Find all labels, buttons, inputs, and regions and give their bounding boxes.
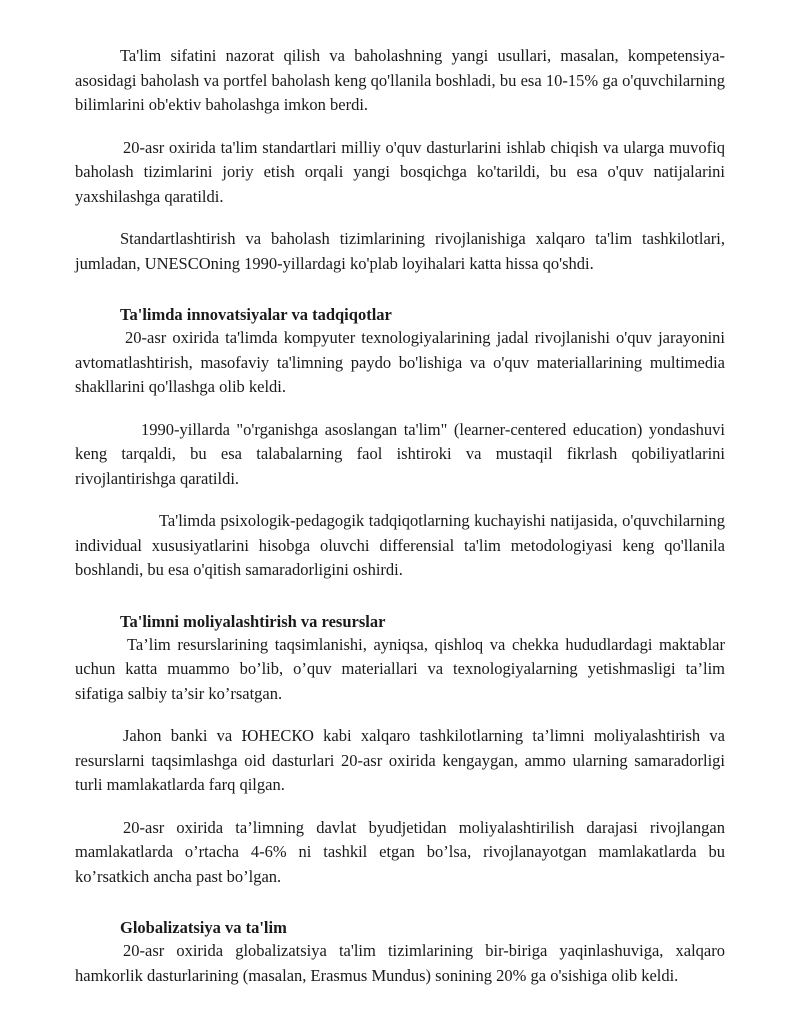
- document-body: [75, 44, 725, 1006]
- paragraph-world-bank-unesco: Jahon banki va ЮНЕСКО kabi xalqaro tashkilotlarning ta’limni moliyalashtirish va resurslarni taqsimlashga oid dasturlari 20-asr oxirida kengaygan, ammo ularning samaradorligi turli mamlakatlarda farq qilgan.: [75, 726, 725, 794]
- paragraph-differential-methodology: Ta'limda psixologik-pedagogik tadqiqotlarning kuchayishi natijasida, o'quvchilarning individual xususiyatlarini hisobga oluvchi differensial ta'lim metodologiyasi keng qo'llanila boshlandi, bu esa o'qitish samaradorligini oshirdi.: [75, 511, 725, 579]
- section-heading-financing: Ta'limni moliyalashtirish va resurslar: [120, 611, 386, 631]
- paragraph-computer-technologies: 20-asr oxirida ta'limda kompyuter texnologiyalarining jadal rivojlanishi o'quv jarayonini avtomatlashtirish, masofaviy ta'limning paydo bo'lishiga va o'quv materiallarining multimedia shakllarini qo'llashga olib keldi.: [75, 328, 725, 396]
- section-heading-globalization: Globalizatsiya va ta'lim: [120, 918, 287, 937]
- paragraph-learner-centered: 1990-yillarda "o'rganishga asoslangan ta'lim" (learner-centered education) yondashuvi keng tarqaldi, bu esa talabalarning faol ishtiroki va mustaqil fikrlash qobiliyatlarini rivojlantirishga qaratildi.: [75, 419, 725, 488]
- paragraph-globalization: 20-asr oxirida globalizatsiya ta'lim tizimlarining bir-biriga yaqinlashuviga, xalqaro hamkorlik dasturlarining (masalan, Erasmus Mundus) sonining 20% ga o'sishiga olib keldi.: [75, 941, 725, 985]
- paragraph-assessment-methods: Ta'lim sifatini nazorat qilish va baholashning yangi usullari, masalan, kompetensiya-asosidagi baholash va portfel baholash keng qo'llanila boshladi, bu esa 10-15% ga o'quvchilarning bilimlarini ob'ektiv baholashga imkon berdi.: [75, 46, 725, 114]
- paragraph-education-standards: 20-asr oxirida ta'lim standartlari milliy o'quv dasturlarini ishlab chiqish va ularga muvofiq baholash tizimlarini joriy etish orqali yangi bosqichga ko'tarildi, bu esa o'quv natijalarini yaxshilashga qaratildi.: [75, 137, 725, 206]
- paragraph-resource-distribution: Ta’lim resurslarining taqsimlanishi, ayniqsa, qishloq va chekka hududlardagi maktablar uchun katta muammo bo’lib, o’quv materiallari va texnologiyalarning yetishmasligi ta’lim sifatiga salbiy ta’sir ko’rsatgan.: [75, 634, 725, 703]
- paragraph-state-budget-funding: 20-asr oxirida ta’limning davlat byudjetidan moliyalashtirilish darajasi rivojlangan mamlakatlarda o’rtacha 4-6% ni tashkil etgan bo’lsa, rivojlanayotgan mamlakatlarda bu ko’rsatkich ancha past bo’lgan.: [75, 817, 725, 886]
- paragraph-unesco-contribution: Standartlashtirish va baholash tizimlarining rivojlanishiga xalqaro ta'lim tashkilotlari, jumladan, UNESCOning 1990-yillardagi ko'plab loyihalari katta hissa qo'shdi.: [75, 229, 725, 273]
- section-heading-innovations: Ta'limda innovatsiyalar va tadqiqotlar: [120, 305, 392, 324]
